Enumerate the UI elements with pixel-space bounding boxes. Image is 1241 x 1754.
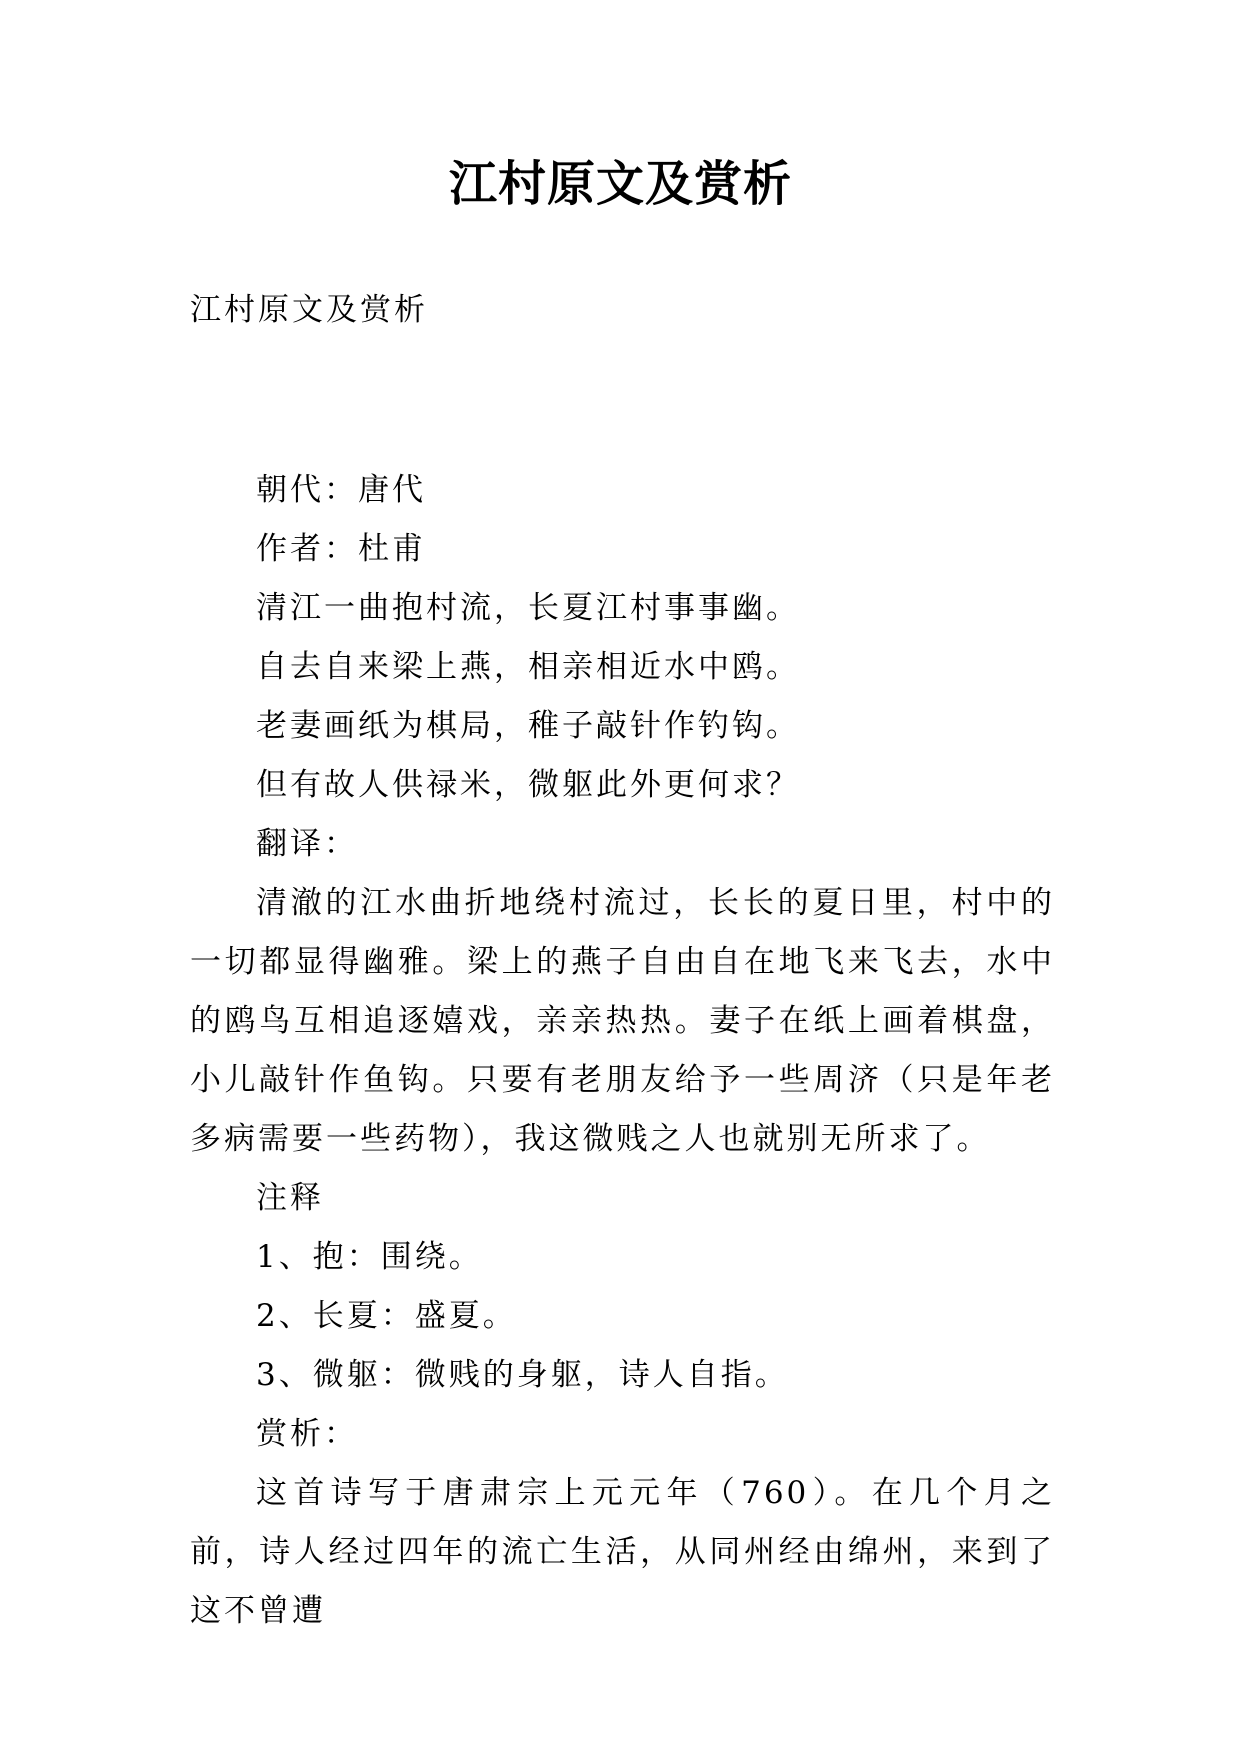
translation-paragraph: 清澈的江水曲折地绕村流过，长长的夏日里，村中的一切都显得幽雅。梁上的燕子自由自在地飞来飞去，水中的鸥鸟互相追逐嬉戏，亲亲热热。妻子在纸上画着棋盘，小儿敲针作鱼钩。只要有老朋友给予一些周济（只是年老多病需要一些药物），我这微贱之人也就别无所求了。: [190, 885, 1055, 1157]
poem-line: 清江一曲抱村流，长夏江村事事幽。: [256, 590, 800, 626]
analysis-paragraph: 这首诗写于唐肃宗上元元年（760）。在几个月之前，诗人经过四年的流亡生活，从同州经由绵州，来到了这不曾遭: [190, 1475, 1055, 1629]
note-item: 1、抱：围绕。: [256, 1239, 483, 1275]
poem-line: 老妻画纸为棋局，稚子敲针作钓钩。: [256, 708, 800, 744]
note-item: 3、微躯：微贱的身躯，诗人自指。: [256, 1357, 789, 1393]
document-title: 江村原文及赏析: [448, 156, 792, 212]
poem-line: 但有故人供禄米，微躯此外更何求？: [256, 767, 800, 803]
note-item: 2、长夏：盛夏。: [256, 1298, 517, 1334]
notes-heading: 注释: [256, 1180, 324, 1216]
analysis-heading: 赏析：: [256, 1416, 358, 1452]
dynasty-line: 朝代：唐代: [256, 472, 426, 508]
author-line: 作者：杜甫: [256, 531, 426, 567]
translation-heading: 翻译：: [256, 826, 358, 862]
document-body: [190, 470, 1055, 1650]
document-subtitle: 江村原文及赏析: [190, 292, 428, 328]
poem-line: 自去自来梁上燕，相亲相近水中鸥。: [256, 649, 800, 685]
